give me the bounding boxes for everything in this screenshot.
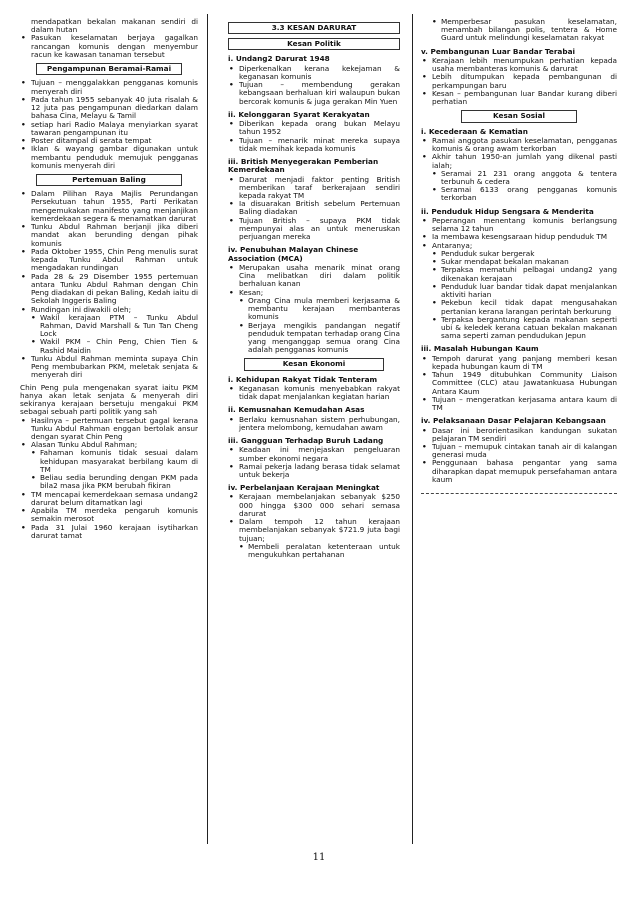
list-item: • Seramai 6133 orang pengganas komunis terkorban [441,186,617,202]
list-item: • Dalam Pilihan Raya Majlis Perundangan Persekutuan tahun 1955, Parti Perikatan mengemukakan manifesto yang menjanjikan kemerdekaan segera & menamatkan darurat [31,190,198,223]
subheading: iii. Masalah Hubungan Kaum [421,344,539,354]
list-item: • Darurat menjadi faktor penting British memberikan taraf berkerajaan sendiri kepada rakyat TM [239,176,400,201]
intro-text: mendapatkan bekalan makanan sendiri di dalam hutan [31,17,198,35]
list-item: • Seramai 21 231 orang anggota & tentera terbunuh & cedera [441,170,617,186]
list-item: • Terpaksa mematuhi pelbagai undang2 yang dikenakan kerajaan [441,266,617,282]
subheading: iii. British Menyegerakan Pemberian Kemerdekaan [228,157,379,175]
column-three [421,18,617,494]
end-divider [421,493,617,494]
chinpeng-paragraph: Chin Peng pula mengenakan syarat iaitu PKM hanya akan letak senjata & menyerah diri sekiranya kerajaan bersetuju mengakui PKM sebagai sebuah parti politik yang sah [20,382,198,417]
list-item: • Tujuan – menarik minat mereka supaya tidak memihak kepada komunis [239,137,400,153]
baling-list-3 [20,417,198,450]
ekonomi-list-4 [228,493,400,542]
column-divider-left [207,14,208,844]
list-item: • Wakil kerajaan PTM – Tunku Abdul Rahman, David Marshall & Tun Tan Cheng Lock [40,314,198,339]
politik-list-4 [228,264,400,297]
list-item: • Keadaan ini menjejaskan pengeluaran sumber ekonomi negara [239,446,400,462]
list-item: • Beliau sedia berunding dengan PKM pada bila2 masa jika PKM berubah fikiran [40,474,198,490]
list-item: • Alasan Tunku Abdul Rahman; [31,441,198,449]
list-item: • Memperbesar pasukan keselamatan, menambah bilangan polis, tentera & Home Guard untuk melindungi keselamatan rakyat [441,18,617,43]
list-item: • Ia membawa kesengsaraan hidup penduduk TM [432,233,617,241]
politik-list-1 [228,65,400,106]
subheading: i. Undang2 Darurat 1948 [228,54,330,64]
list-item: • Tunku Abdul Rahman berjanji jika diberi mandat akan berunding dengan pihak komunis [31,223,198,248]
list-item: • Penduduk sukar bergerak [441,250,617,258]
list-item: • Iklan & wayang gambar digunakan untuk membantu penduduk memujuk pengganas komunis menyerah diri [31,145,198,170]
list-item: • Tujuan – mengeratkan kerjasama antara kaum di TM [432,396,617,412]
list-item: • Kerajaan lebih menumpukan perhatian kepada usaha membanteras komunis & darurat [432,57,617,73]
heading-kesan-darurat: 3.3 KESAN DARURAT [228,22,400,34]
list-item: • Pada tahun 1955 sebanyak 40 juta risalah & 12 juta pas pengampunan diedarkan dalam bahasa Cina, Melayu & Tamil [31,96,198,121]
list-item: • setiap hari Radio Malaya menyiarkan syarat tawaran pengampunan itu [31,121,198,137]
list-item: • Tujuan British – supaya PKM tidak mempunyai alas an untuk meneruskan perjuangan mereka [239,217,400,242]
list-item: • Terpaksa bergantung kepada makanan seperti ubi & keledek kerana catuan bekalan makanan sama seperti zaman pendudukan Jepun [441,316,617,341]
list-item: • Keganasan komunis menyebabkan rakyat tidak dapat menjalankan kegiatan harian [239,385,400,401]
subheading: i. Kehidupan Rakyat Tidak Tenteram [228,374,378,384]
list-item: • Pada 28 & 29 Disember 1955 pertemuan antara Tunku Abdul Rahman dengan Chin Peng diadakan di pekan Baling, Kedah iaitu di Sekolah Inggeris Baling [31,273,198,306]
subheading: ii. Kelonggaran Syarat Kerakyatan [228,109,370,119]
list-item: • Membeli peralatan ketenteraan untuk mengukuhkan pertahanan [248,543,400,559]
politik-list-2 [228,120,400,153]
page-number: 11 [312,852,326,863]
intro-list [20,34,198,59]
baling-list-2 [20,355,198,380]
list-item: • Peperangan menentang komunis berlangsung selama 12 tahun [432,217,617,233]
politik-list-3 [228,176,400,242]
list-item: • Pada 31 Julai 1960 kerajaan isytiharkan darurat tamat [31,524,198,540]
belanja-sublist-cont [421,18,617,43]
baling-list-4 [20,491,198,540]
list-item: • Pada Oktober 1955, Chin Peng menulis surat kepada Tunku Abdul Rahman untuk mengadakan rundingan [31,248,198,273]
list-item: • Berjaya mengikis pandangan negatif penduduk tempatan terhadap orang Cina yang menganggap semua orang Cina adalah pengganas komunis [248,322,400,355]
subheading: iii. Gangguan Terhadap Buruh Ladang [228,436,384,446]
sengsara-sublist [421,250,617,341]
list-item: • Dasar ini berorientasikan kandungan sukatan pelajaran TM sendiri [432,427,617,443]
list-item: • Kerajaan membelanjakan sebanyak $250 000 hingga $300 000 sehari semasa darurat [239,493,400,518]
pengampunan-list [20,79,198,170]
list-item: • Poster ditampal di serata tempat [31,137,198,145]
subheading: iv. Penubuhan Malayan Chinese Association (MCA) [228,245,359,263]
subheading: iv. Perbelanjaan Kerajaan Meningkat [228,483,380,493]
ekonomi-list-3 [228,446,400,479]
column-one [20,18,198,540]
list-item: • Pekebun kecil tidak dapat mengusahakan pertanian kerana larangan perintah berkurung [441,299,617,315]
list-item: • Diperkenalkan kerana kekejaman & keganasan komunis [239,65,400,81]
list-item: • Penggunaan bahasa pengantar yang sama diharapkan dapat memupuk persefahaman antara kaum [432,459,617,484]
list-item: • Apabila TM merdeka pengaruh komunis semakin merosot [31,507,198,523]
column-two [228,18,400,559]
list-item: • Dalam tempoh 12 tahun kerajaan membelanjakan sebanyak $721.9 juta bagi tujuan; [239,518,400,543]
sosial-list-3 [421,355,617,413]
list-item: • Akhir tahun 1950-an jumlah yang dikenal pasti ialah; [432,153,617,169]
list-item: • Ramai pekerja ladang berasa tidak selamat untuk bekerja [239,463,400,479]
mca-sublist [228,297,400,355]
subheading: ii. Kemusnahan Kemudahan Asas [228,405,365,415]
list-item: • Kesan – pembangunan luar Bandar kurang diberi perhatian [432,90,617,106]
list-item: • Kesan; [239,289,400,297]
list-item: • Hasilnya – pertemuan tersebut gagal kerana Tunku Abdul Rahman enggan bertolak ansur dengan syarat Chin Peng [31,417,198,442]
list-item: • TM mencapai kemerdekaan semasa undang2 darurat belum ditamatkan lagi [31,491,198,507]
wakil-sublist [20,314,198,355]
alasan-sublist [20,449,198,490]
heading-kesan-politik: Kesan Politik [228,38,400,50]
list-item: • Tempoh darurat yang panjang memberi kesan kepada hubungan kaum di TM [432,355,617,371]
list-item: • Orang Cina mula memberi kerjasama & membantu kerajaan membanteras komunis [248,297,400,322]
subheading: i. Kecederaan & Kematian [421,126,528,136]
ekonomi-list-2 [228,416,400,432]
list-item: • Tahun 1949 ditubuhkan Community Liaison Committee (CLC) atau Jawatankuasa Hubungan Antara Kaum [432,371,617,396]
list-item: • Tunku Abdul Rahman meminta supaya Chin Peng membubarkan PKM, meletak senjata & menyerah diri [31,355,198,380]
heading-pengampunan: Pengampunan Beramai-Ramai [36,63,182,75]
column-divider-right [412,14,413,844]
list-item: • Tujuan – memupuk cintakan tanah air di kalangan generasi muda [432,443,617,459]
list-item: • Ia disuarakan British sebelum Pertemuan Baling diadakan [239,200,400,216]
subheading: iv. Pelaksanaan Dasar Pelajaran Kebangsaan [421,416,606,426]
sosial-list-1 [421,137,617,170]
list-item: • Wakil PKM – Chin Peng, Chien Tien & Rashid Maidin [40,338,198,354]
ekonomi-list-1 [228,385,400,401]
list-item: • Ramai anggota pasukan keselamatan, pengganas komunis & orang awam terkorban [432,137,617,153]
baling-list [20,190,198,314]
list-item: • Tujuan – menggalakkan pengganas komunis menyerah diri [31,79,198,95]
belanja-sublist [228,543,400,559]
sosial-list-4 [421,427,617,485]
list-item: • Tujuan – membendung gerakan kebangsaan berhaluan kiri walaupun bukan bercorak komunis & juga gerakan Min Yuen [239,81,400,106]
list-item: • Rundingan ini diwakili oleh; [31,306,198,314]
sosial-list-2 [421,217,617,250]
list-item: • Penduduk luar bandar tidak dapat menjalankan aktiviti harian [441,283,617,299]
list-item: • Berlaku kemusnahan sistem perhubungan, jentera melombong, kemudahan awam [239,416,400,432]
heading-kesan-ekonomi: Kesan Ekonomi [244,358,384,370]
heading-baling: Pertemuan Baling [36,174,182,186]
korban-sublist [421,170,617,203]
subheading: v. Pembangunan Luar Bandar Terabai [421,46,575,56]
list-item: • Fahaman komunis tidak sesuai dalam kehidupan masyarakat berbilang kaum di TM [40,449,198,474]
heading-kesan-sosial: Kesan Sosial [461,110,577,122]
list-item: • Diberikan kepada orang bukan Melayu tahun 1952 [239,120,400,136]
list-item: • Merupakan usaha menarik minat orang Cina melibatkan diri dalam politik berhaluan kanan [239,264,400,289]
subheading: ii. Penduduk Hidup Sengsara & Menderita [421,206,594,216]
list-item: • Antaranya; [432,242,617,250]
list-item: • Pasukan keselamatan berjaya gagalkan rancangan komunis dengan menyembur racun ke kawasan tanaman tersebut [31,34,198,59]
list-item: • Sukar mendapat bekalan makanan [441,258,617,266]
list-item: • Lebih ditumpukan kepada pembangunan di perkampungan baru [432,73,617,89]
ekonomi-list-5 [421,57,617,106]
